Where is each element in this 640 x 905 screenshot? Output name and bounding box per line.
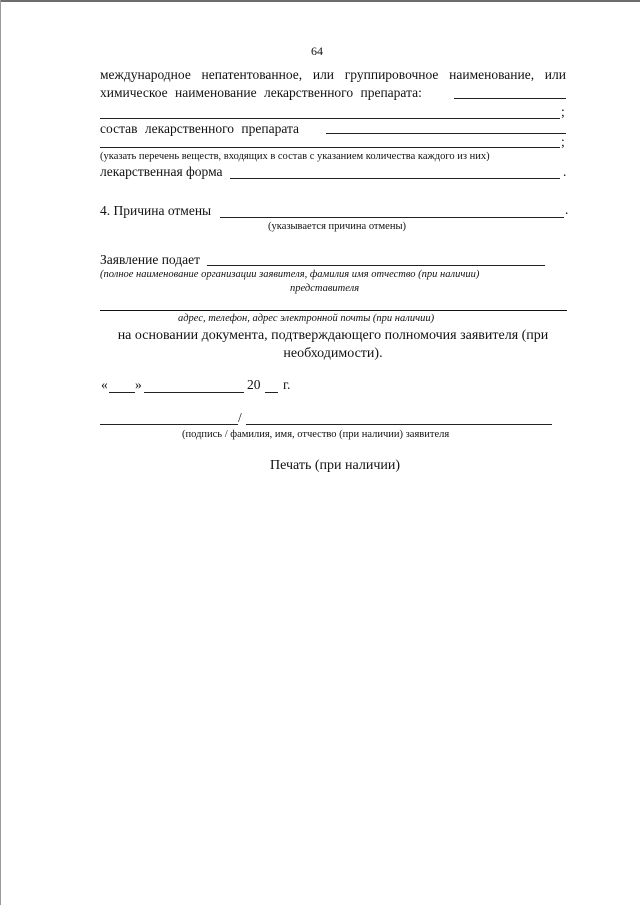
cancel-reason-hint: (указывается причина отмены) <box>268 221 406 232</box>
dosage-form-end: . <box>563 164 567 179</box>
applicant-input-line[interactable] <box>207 265 545 266</box>
cancel-reason-label: 4. Причина отмены <box>100 203 212 218</box>
address-input-line[interactable] <box>100 310 567 311</box>
cancel-reason-end: . <box>565 202 569 217</box>
basis-line2: необходимости). <box>283 346 383 361</box>
signature-slash: / <box>238 410 242 425</box>
inn-label-line2: химическое наименование лекарственного препарата: <box>100 85 422 100</box>
signature-line[interactable] <box>100 424 238 425</box>
inn-input-line-b[interactable] <box>100 118 560 119</box>
applicant-hint-line1: (полное наименование организации заявителя, фамилия имя отчество (при наличии) <box>100 269 480 280</box>
signature-hint: (подпись / фамилия, имя, отчество (при наличии) заявителя <box>182 429 450 440</box>
composition-input-line-a[interactable] <box>326 133 566 134</box>
dosage-form-label: лекарственная форма <box>100 164 223 179</box>
inn-semicolon: ; <box>561 104 565 119</box>
composition-semicolon: ; <box>561 134 565 149</box>
composition-hint: (указать перечень веществ, входящих в состав с указанием количества каждого из них) <box>100 151 490 162</box>
date-open-quote: « <box>101 377 108 392</box>
inn-input-line-a[interactable] <box>454 98 566 99</box>
scan-edge-left <box>0 0 1 905</box>
date-day-line[interactable] <box>109 392 135 393</box>
dosage-form-input-line[interactable] <box>230 178 560 179</box>
composition-input-line-b[interactable] <box>100 147 560 148</box>
date-year-prefix: 20 <box>247 377 261 392</box>
date-year-suffix: г. <box>283 377 291 392</box>
date-year-line[interactable] <box>265 392 278 393</box>
cancel-reason-input-line[interactable] <box>220 217 564 218</box>
date-close-quote: » <box>135 377 142 392</box>
stamp-label: Печать (при наличии) <box>270 458 401 473</box>
applicant-label: Заявление подает <box>100 252 201 267</box>
address-hint: адрес, телефон, адрес электронной почты (при наличии) <box>178 313 435 324</box>
full-name-line[interactable] <box>246 424 552 425</box>
page-number: 64 <box>311 44 323 58</box>
date-month-line[interactable] <box>144 392 244 393</box>
inn-label-line1: международное непатентованное, или группировочное наименование, или <box>100 67 566 82</box>
composition-label: состав лекарственного препарата <box>100 121 300 136</box>
applicant-hint-line2: представителя <box>290 283 360 294</box>
scan-edge-top <box>0 0 640 2</box>
basis-line1: на основании документа, подтверждающего полномочия заявителя (при <box>117 328 549 343</box>
